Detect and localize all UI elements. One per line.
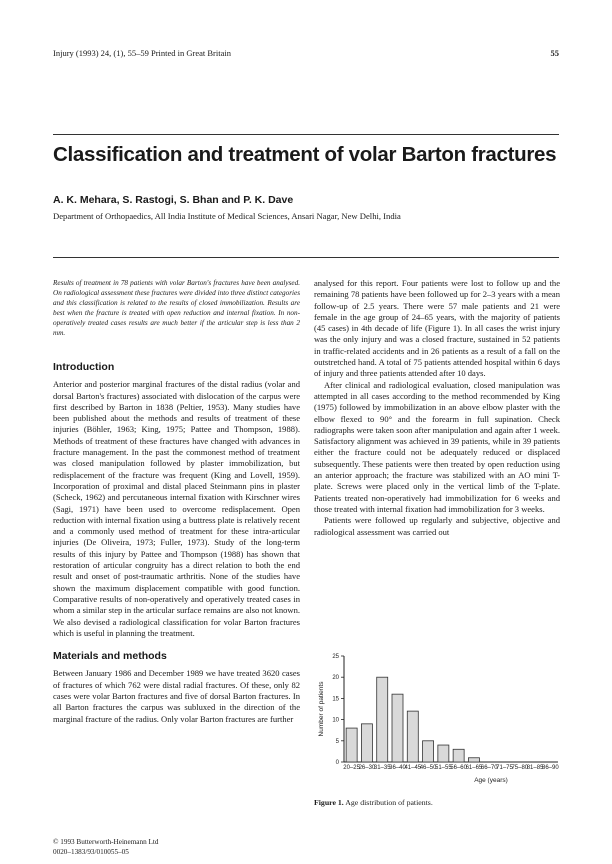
introduction-text: Anterior and posterior marginal fractures of the distal radius (volar and dorsal Barton's fractures) associated with dislocation of the carpus were first described by Barton in 1838 (Peltier, 1953). Many studies have been published about the methods and results of treatment of these injuries (Böhler, 1963; King, 1975; Pattee and Thompson, 1988). Methods of treatment of these fractures have changed with advances in fracture management. In the past the commonest method of treatment was closed manipulation followed by plaster immobilization, but redisplacement of the fracture was frequent (King and Lovell, 1959). Incorporation of proximal and distal placed Steinmann pins in plaster (Scheck, 1962) and percutaneous internal fixation with Kirschner wires (Sagi, 1971) have been used to overcome redisplacement. Open reduction with internal fixation using a buttress plate is relatively recent and a commonly used method of treatment for these intra-articular injuries (De Oliveira, 1973; Fuller, 1973). Study of the long-term results of this injury by Pattee and Thompson (1988) has shown that restoration of articular congruity has a direct relation to both the end result and onset of post-traumatic arthritis. None of the studies have shown the maximum displacement compatible with good function. Comparative results of non-operatively and operatively treated cases in whom a similar step in the articular surface remains are also not known. We also devised a radiological classification for volar Barton fractures which is useful in planning the treatment. xyxy=(53,379,300,638)
y-tick-label: 20 xyxy=(332,675,339,682)
x-tick-label: 56–60 xyxy=(450,765,467,771)
page-number: 55 xyxy=(550,48,559,58)
bar-51–55 xyxy=(438,745,449,762)
x-tick-label: 46–50 xyxy=(419,765,437,771)
age-distribution-chart xyxy=(314,650,560,795)
article-title: Classification and treatment of volar Barton fractures xyxy=(53,143,557,166)
methods-text: Between January 1986 and December 1989 we have treated 3620 cases of fractures of which 762 were distal radial fractures. Of these, only 82 cases were volar Barton fractures and five of dorsal Barton fractures. In all Barton fractures the carpus was subluxed in the direction of the marginal fracture of the radius. Only volar Barton fractures are further xyxy=(53,668,300,724)
bar-31–35 xyxy=(377,677,388,762)
introduction-heading: Introduction xyxy=(53,361,115,373)
copyright-line: © 1993 Butterworth-Heinemann Ltd xyxy=(53,838,159,846)
y-tick-label: 0 xyxy=(335,760,339,766)
y-tick-label: 25 xyxy=(332,654,339,660)
figure-caption-label: Figure 1. xyxy=(314,798,344,807)
x-axis-label: Age (years) xyxy=(474,777,508,784)
x-tick-label: 66–70 xyxy=(480,765,498,771)
left-column xyxy=(53,278,300,725)
bar-61–65 xyxy=(468,758,479,762)
x-tick-label: 86–90 xyxy=(542,765,559,771)
x-tick-label: 71–75 xyxy=(496,765,513,771)
y-tick-label: 5 xyxy=(335,738,339,745)
bar-56–60 xyxy=(453,749,464,762)
x-tick-label: 36–40 xyxy=(389,765,406,771)
bar-46–50 xyxy=(423,741,434,762)
title-rule-top xyxy=(53,134,559,135)
methods-continued-text: analysed for this report. Four patients were lost to follow up and the remaining 78 patients have been followed up for 2–3 years with a mean follow-up of 2.5 years. There were 57 male patients and 21 were female in the age group of 24–65 years, with the majority of patients (45 cases) in 4th decade of life (Figure 1). In all cases the wrist injury was the only injury and was a closed fracture, sustained in 52 patients in traffic-related accidents and in 26 patients as a result of a fall on the outstretched hand. A total of 75 patients attended hospital within 6 days of injury and three patients attended after 10 days. xyxy=(314,278,560,379)
x-tick-label: 81–85 xyxy=(526,765,544,771)
issn-line: 0020–1383/93/010055–05 xyxy=(53,847,129,856)
x-tick-label: 51–55 xyxy=(435,765,452,771)
figure-1 xyxy=(314,650,560,830)
x-tick-label: 31–35 xyxy=(373,765,391,771)
y-tick-label: 10 xyxy=(332,717,339,724)
y-axis-label: Number of patients xyxy=(318,681,325,737)
bar-26–30 xyxy=(361,724,372,762)
x-tick-label: 20–25 xyxy=(343,765,360,771)
x-tick-label: 26–30 xyxy=(358,765,376,771)
bar-20–25 xyxy=(346,728,357,762)
authors: A. K. Mehara, S. Rastogi, S. Bhan and P. K. Dave xyxy=(53,194,294,206)
figure-caption xyxy=(314,798,433,807)
treatment-text: After clinical and radiological evaluation, closed manipulation was attempted in all cases according to the method recommended by King (1975) followed by immobilization in an above elbow plaster with the elbow flexed to 90° and the forearm in full supination. Check radiographs were taken soon after manipulation and again after 1 week. Satisfactory alignment was achieved in 39 patients, while in 39 patients either the fracture could not be adequately reduced or displaced subsequently. These patients were then treated by open reduction using an anterior approach; the fracture was stabilized with an AO mini T-plate. Screws were placed only in the vertical limb of the T-plate. Patients treated non-operatively had immobilization for 6 weeks and those treated with internal fixation had immobilization for 3 weeks. xyxy=(314,379,560,514)
methods-heading: Materials and methods xyxy=(53,650,167,663)
right-column xyxy=(314,278,560,538)
x-tick-label: 41–45 xyxy=(404,765,422,771)
bar-36–40 xyxy=(392,694,403,762)
running-header xyxy=(53,48,559,62)
affiliation: Department of Orthopaedics, All India Institute of Medical Sciences, Ansari Nagar, New Delhi, India xyxy=(53,211,401,221)
figure-caption-text: Age distribution of patients. xyxy=(345,798,433,807)
bar-41–45 xyxy=(407,711,418,762)
followup-text: Patients were followed up regularly and subjective, objective and radiological assessment was carried out xyxy=(314,515,560,537)
x-tick-label: 75–80 xyxy=(511,765,529,771)
copyright xyxy=(53,838,158,857)
abstract-rule xyxy=(53,257,559,258)
x-tick-label: 61–65 xyxy=(465,765,483,771)
y-tick-label: 15 xyxy=(332,696,339,703)
abstract: Results of treatment in 78 patients with volar Barton's fractures have been analysed. On radiological assessment these fractures were divided into three distinct categories and this classification is related to the results of closed immobilization. Results are best when the fracture is treated with open reduction and internal fixation. In non-operatively treated cases results are much better if the articular step is less than 2 mm. xyxy=(53,279,300,337)
journal-citation: Injury (1993) 24, (1), 55–59 Printed in Great Britain xyxy=(53,48,231,58)
